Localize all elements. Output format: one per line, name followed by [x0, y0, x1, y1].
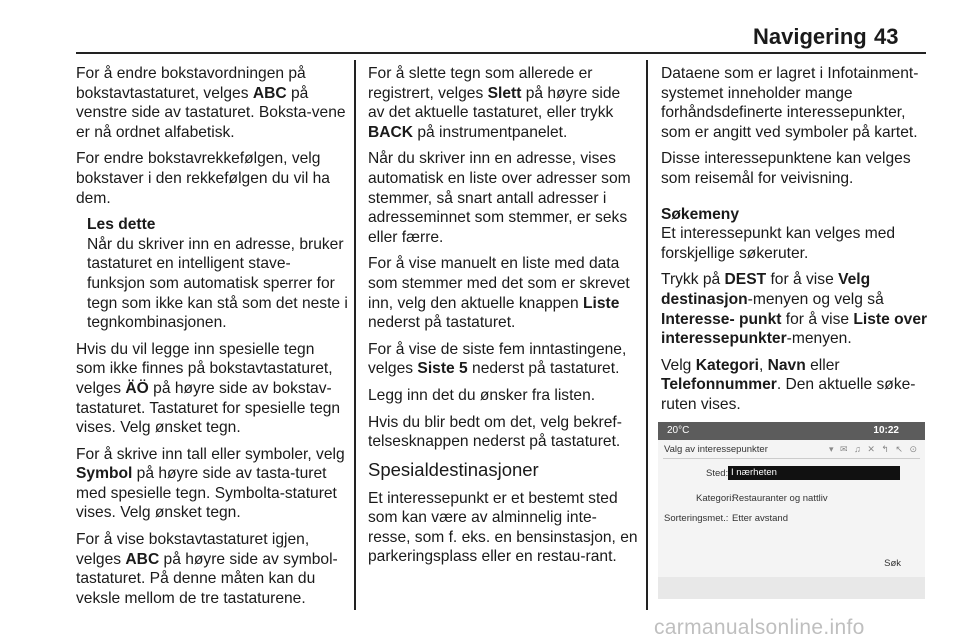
column-2	[368, 64, 638, 574]
paragraph: Hvis du blir bedt om det, velg bekref-telsesknappen nederst på tastaturet.	[368, 413, 622, 451]
screen-title: Valg av interessepunkter	[664, 444, 768, 455]
paragraph: For å vise bokstavtastaturet igjen, velges ABC på høyre side av symbol-tastaturet. På denne måten kan du veksle mellom de tre tastaturene.	[76, 531, 338, 607]
clock: 10:22	[873, 425, 899, 436]
category-value: Restauranter og nattliv	[732, 493, 828, 504]
header-rule	[76, 52, 926, 54]
note-title: Les dette	[87, 216, 156, 234]
screen-bottom-bar	[658, 577, 925, 599]
page-number: 43	[874, 24, 899, 49]
status-bar	[658, 422, 925, 440]
category-label: Kategori:	[696, 493, 735, 504]
column-3	[661, 64, 931, 422]
page-header	[0, 0, 960, 56]
column-1	[76, 64, 348, 615]
location-label: Sted:	[706, 468, 729, 479]
paragraph: Velg Kategori, Navn eller Telefonnummer. Den aktuelle søke-ruten vises.	[661, 356, 916, 413]
divider	[663, 458, 920, 459]
subheading: Søkemeny	[661, 205, 740, 223]
paragraph: Når du skriver inn en adresse, vises automatisk en liste over adresser som stemmer, så snart antall adresser i adresseminnet som stemmer, er seks eller færre.	[368, 150, 631, 246]
paragraph: For å vise manuelt en liste med data som stemmer med det som er skrevet inn, velg den aktuelle knappen Liste nederst på tastaturet.	[368, 255, 630, 332]
paragraph: For endre bokstavrekkefølgen, velg bokstaver i den rekkefølgen du vil ha dem.	[76, 150, 330, 207]
infotainment-screenshot	[658, 422, 925, 599]
column-divider	[646, 60, 648, 610]
temperature-readout: 20°C	[667, 425, 690, 436]
note-box	[87, 215, 348, 333]
sort-method-label: Sorteringsmet.:	[664, 513, 729, 524]
note-body: Når du skriver inn en adresse, bruker tastaturet en intelligent stave-funksjon som automatisk sperrer for tegn som ikke kan stå som det neste i tegnkombinasjonen.	[87, 235, 348, 332]
paragraph: Trykk på DEST for å vise Velg destinasjon-menyen og velg så Interesse- punkt for å vise Liste over interessepunkter-menyen.	[661, 271, 928, 348]
page-title: Navigering	[753, 24, 867, 49]
search-button: Søk	[884, 558, 901, 569]
paragraph: For å endre bokstavordningen på bokstavtastaturet, velges ABC på venstre side av tastaturet. Boksta-vene er nå ordnet alfabetisk.	[76, 65, 346, 141]
watermark: carmanualsonline.info	[654, 616, 865, 639]
section-heading: Spesialdestinasjoner	[368, 458, 539, 480]
column-divider	[354, 60, 356, 610]
location-value-selected: I nærheten	[728, 466, 900, 480]
sort-method-value: Etter avstand	[732, 513, 788, 524]
paragraph: Disse interessepunktene kan velges som reisemål for veivisning.	[661, 150, 911, 187]
paragraph: For å vise de siste fem inntastingene, velges Siste 5 nederst på tastaturet.	[368, 340, 627, 378]
paragraph: For å slette tegn som allerede er registrert, velges Slett på høyre side av det aktuelle tastaturet, eller trykk BACK på instrumentpanelet.	[368, 65, 621, 141]
paragraph: Et interessepunkt er et bestemt sted som kan være av alminnelig inte-resse, som f. eks. en bensinstasjon, en parkeringsplass eller en restau-rant.	[368, 489, 638, 566]
status-icons: ▾ ✉ ♫ ✕ ↰ ↖ ⊙	[829, 444, 919, 454]
paragraph: Legg inn det du ønsker fra listen.	[368, 386, 596, 404]
paragraph: For å skrive inn tall eller symboler, velg Symbol på høyre side av tasta-turet med spesielle tegn. Symbolta-staturet vises. Velg ønsket tegn.	[76, 445, 345, 522]
paragraph: Et interessepunkt kan velges med forskjellige søkeruter.	[661, 225, 896, 262]
paragraph: Dataene som er lagret i Infotainment-systemet inneholder mange forhåndsdefinerte interessepunkter, som er angitt ved symboler på kartet.	[661, 65, 919, 141]
paragraph: Hvis du vil legge inn spesielle tegn som ikke finnes på bokstavtastaturet, velges ÄÖ på høyre side av bokstav-tastaturet. Tastaturet for spesielle tegn vises. Velg ønsket tegn.	[76, 340, 341, 437]
